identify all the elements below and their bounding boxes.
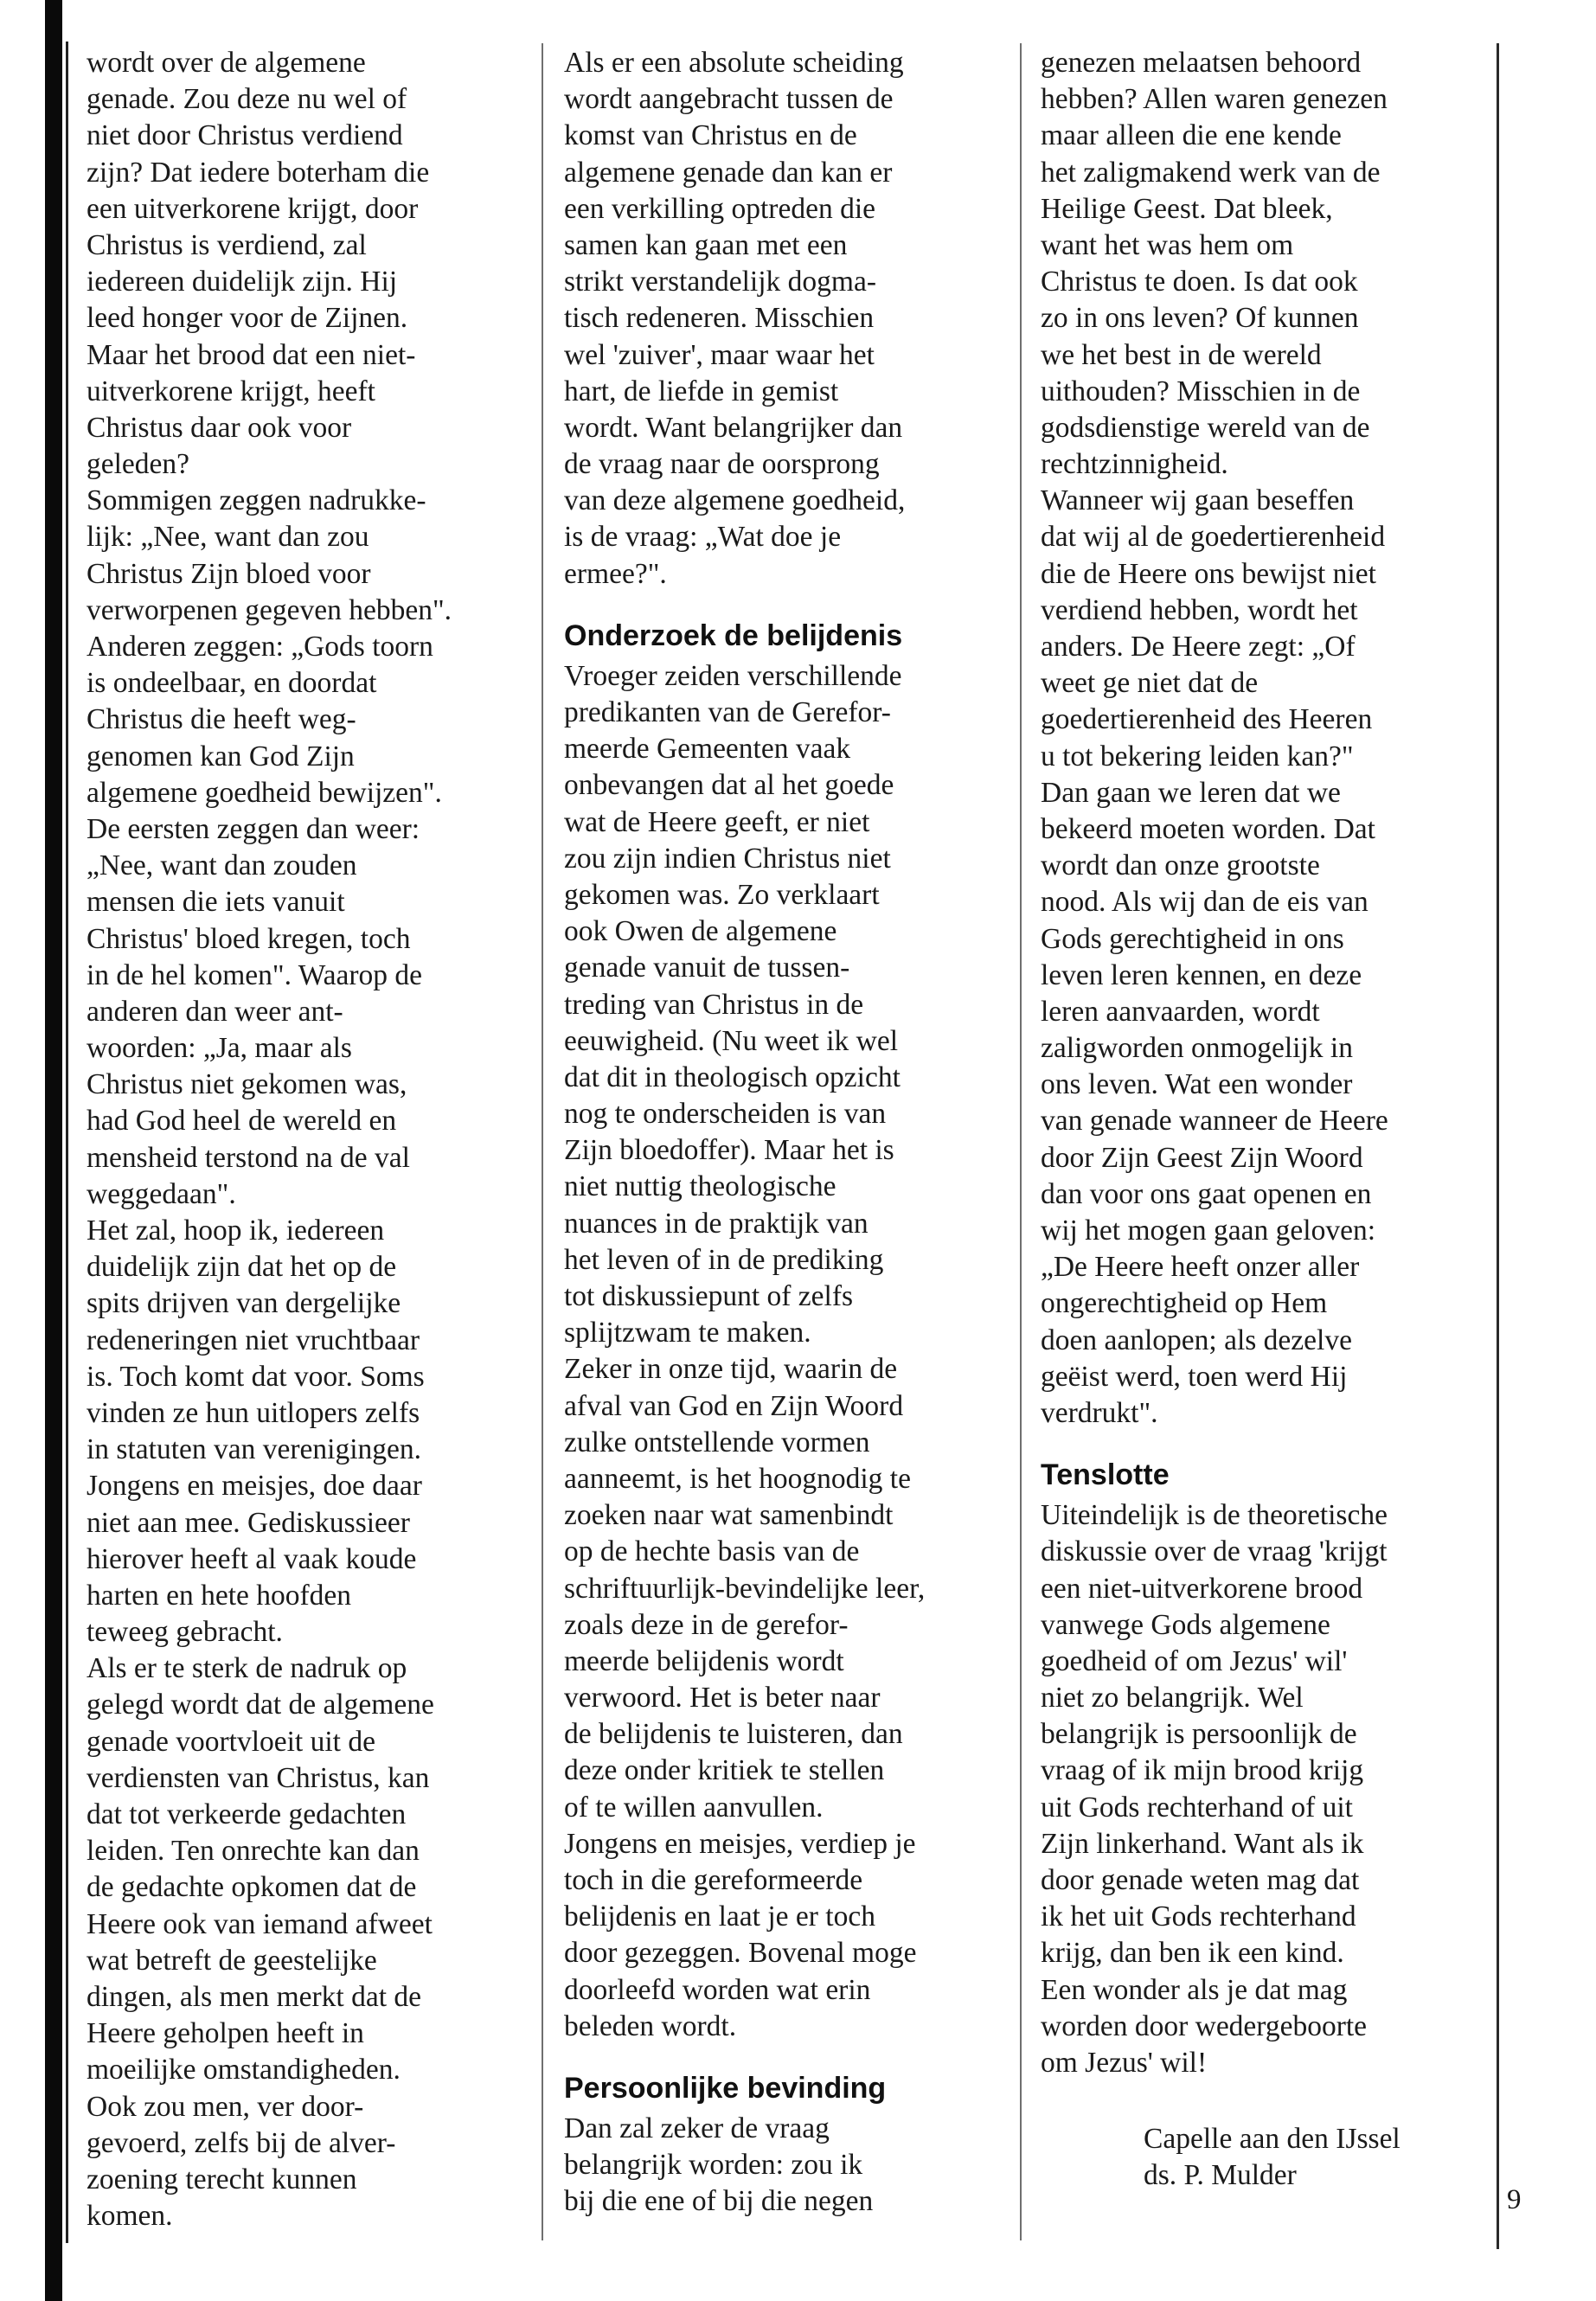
- text-line: uitverkorene krijgt, heeft: [87, 375, 375, 407]
- text-line: „Nee, want dan zouden: [87, 849, 357, 882]
- text-line: Heere ook van iemand afweet: [87, 1907, 433, 1940]
- text-line: anders. De Heere zegt: „Of: [1041, 631, 1356, 663]
- text-line: treding van Christus in de: [564, 988, 864, 1021]
- text-line: de gedachte opkomen dat de: [87, 1871, 417, 1904]
- article-column-2: [564, 45, 1005, 2221]
- text-line: genade. Zou deze nu wel of: [87, 83, 407, 116]
- text-line: tot diskussiepunt of zelfs: [564, 1280, 854, 1312]
- text-line: Wanneer wij gaan beseffen: [1041, 484, 1355, 517]
- section-heading: Onderzoek de belijdenis: [564, 619, 903, 652]
- text-line: worden door wedergeboorte: [1041, 2009, 1368, 2042]
- text-line: predikanten van de Gerefor-: [564, 696, 891, 728]
- article-column-3: [1041, 45, 1482, 2081]
- column-divider-2: [1020, 43, 1022, 2240]
- text-line: duidelijk zijn dat het op de: [87, 1251, 397, 1284]
- text-line: Jongens en meisjes, doe daar: [87, 1470, 422, 1503]
- text-line: hart, de liefde in gemist: [564, 375, 839, 407]
- text-line: uithouden? Misschien in de: [1041, 375, 1361, 407]
- text-line: lijk: „Nee, want dan zou: [87, 521, 369, 554]
- text-line: zulke ontstellende vormen: [564, 1426, 870, 1458]
- text-line: geëist werd, toen werd Hij: [1041, 1360, 1348, 1393]
- text-line: Ook zou men, ver door-: [87, 2090, 364, 2123]
- text-line: Heere geholpen heeft in: [87, 2017, 364, 2050]
- text-line: bij die ene of bij die negen: [564, 2185, 874, 2218]
- text-line: ik het uit Gods rechterhand: [1041, 1900, 1356, 1933]
- text-line: Zijn linkerhand. Want als ik: [1041, 1827, 1364, 1860]
- text-line: dat dit in theologisch opzicht: [564, 1061, 901, 1093]
- text-line: doen aanlopen; als dezelve: [1041, 1324, 1352, 1356]
- text-line: De eersten zeggen dan weer:: [87, 812, 420, 845]
- text-line: beleden wordt.: [564, 2009, 737, 2042]
- text-line: wat de Heere geeft, er niet: [564, 805, 870, 838]
- text-line: Dan gaan we leren dat we: [1041, 776, 1341, 809]
- text-line: Zijn bloedoffer). Maar het is: [564, 1134, 894, 1167]
- text-line: in statuten van verenigingen.: [87, 1433, 422, 1466]
- text-line: redeneringen niet vruchtbaar: [87, 1324, 420, 1356]
- text-line: het zaligmakend werk van de: [1041, 156, 1381, 189]
- text-line: gekomen was. Zo verklaart: [564, 878, 880, 911]
- text-line: Christus daar ook voor: [87, 411, 352, 444]
- text-line: u tot bekering leiden kan?": [1041, 740, 1354, 772]
- text-line: is. Toch komt dat voor. Soms: [87, 1360, 425, 1393]
- text-line: maar alleen die ene kende: [1041, 119, 1342, 152]
- text-line: wel 'zuiver', maar waar het: [564, 338, 875, 371]
- text-line: weet ge niet dat de: [1041, 667, 1259, 700]
- text-line: woorden: „Ja, maar als: [87, 1032, 352, 1065]
- text-line: belangrijk is persoonlijk de: [1041, 1718, 1357, 1751]
- text-line: zou zijn indien Christus niet: [564, 842, 891, 875]
- text-line: nood. Als wij dan de eis van: [1041, 886, 1368, 919]
- text-line: vinden ze hun uitlopers zelfs: [87, 1396, 420, 1429]
- text-line: dan voor ons gaat openen en: [1041, 1177, 1372, 1210]
- text-line: Jongens en meisjes, verdiep je: [564, 1827, 916, 1860]
- text-line: samen kan gaan met een: [564, 228, 848, 261]
- text-line: verdiensten van Christus, kan: [87, 1761, 430, 1794]
- text-line: aanneemt, is het hoognodig te: [564, 1462, 911, 1495]
- text-line: Heilige Geest. Dat bleek,: [1041, 192, 1333, 225]
- text-line: Christus die heeft weg-: [87, 703, 356, 736]
- signature-place: Capelle aan den IJssel: [1144, 2123, 1401, 2155]
- text-line: in de hel komen". Waarop de: [87, 958, 423, 991]
- text-line: splijtzwam te maken.: [564, 1317, 811, 1349]
- column-divider-1: [542, 43, 543, 2240]
- text-line: belijdenis en laat je er toch: [564, 1900, 875, 1933]
- text-line: door gezeggen. Bovenal moge: [564, 1937, 917, 1970]
- text-line: om Jezus' wil!: [1041, 2046, 1208, 2079]
- text-line: verworpenen gegeven hebben".: [87, 593, 452, 626]
- text-line: vraag of ik mijn brood krijg: [1041, 1754, 1364, 1787]
- text-line: wat betreft de geestelijke: [87, 1944, 377, 1977]
- text-line: schriftuurlijk-bevindelijke leer,: [564, 1572, 926, 1605]
- text-line: mensen die iets vanuit: [87, 886, 345, 919]
- text-line: door genade weten mag dat: [1041, 1864, 1360, 1896]
- signature-author: ds. P. Mulder: [1144, 2159, 1297, 2191]
- text-line: dat wij al de goedertierenheid: [1041, 521, 1386, 554]
- text-line: leiden. Ten onrechte kan dan: [87, 1835, 420, 1868]
- text-line: nuances in de praktijk van: [564, 1207, 869, 1240]
- text-line: verdiend hebben, wordt het: [1041, 593, 1358, 626]
- text-line: bekeerd moeten worden. Dat: [1041, 812, 1375, 845]
- text-line: ongerechtigheid op Hem: [1041, 1287, 1328, 1320]
- text-line: belangrijk worden: zou ik: [564, 2149, 863, 2182]
- text-line: ons leven. Wat een wonder: [1041, 1068, 1353, 1101]
- text-line: Het zal, hoop ik, iedereen: [87, 1215, 385, 1247]
- text-line: strikt verstandelijk dogma-: [564, 266, 876, 298]
- text-line: zoeken naar wat samenbindt: [564, 1499, 894, 1532]
- text-line: is ondeelbaar, en doordat: [87, 667, 377, 700]
- left-margin-rule: [66, 42, 68, 2243]
- text-line: of te willen aanvullen.: [564, 1791, 824, 1823]
- text-line: iedereen duidelijk zijn. Hij: [87, 266, 398, 298]
- text-line: niet aan mee. Gediskussieer: [87, 1506, 410, 1539]
- text-line: krijg, dan ben ik een kind.: [1041, 1937, 1344, 1970]
- section-heading: Tenslotte: [1041, 1458, 1170, 1492]
- text-line: leren aanvaarden, wordt: [1041, 995, 1320, 1028]
- text-line: harten en hete hoofden: [87, 1579, 352, 1612]
- text-line: genezen melaatsen behoord: [1041, 47, 1362, 79]
- text-line: eeuwigheid. (Nu weet ik wel: [564, 1024, 899, 1057]
- text-line: rechtzinnigheid.: [1041, 448, 1228, 481]
- text-line: wordt over de algemene: [87, 47, 366, 79]
- text-line: Als er een absolute scheiding: [564, 47, 904, 79]
- text-line: doorleefd worden wat erin: [564, 1973, 871, 2006]
- text-line: genade vanuit de tussen-: [564, 952, 850, 984]
- text-line: Christus niet gekomen was,: [87, 1068, 407, 1101]
- text-line: goedertierenheid des Heeren: [1041, 703, 1373, 736]
- text-line: godsdienstige wereld van de: [1041, 411, 1370, 444]
- section-spacer: [564, 593, 1005, 612]
- text-line: niet zo belangrijk. Wel: [1041, 1682, 1304, 1715]
- text-line: Dan zal zeker de vraag: [564, 2112, 830, 2144]
- section-spacer: [1041, 1432, 1482, 1451]
- text-line: wordt dan onze grootste: [1041, 849, 1320, 882]
- text-line: onbevangen dat al het goede: [564, 769, 894, 802]
- text-line: komen.: [87, 2200, 173, 2233]
- text-line: een verkilling optreden die: [564, 192, 875, 225]
- text-line: dat tot verkeerde gedachten: [87, 1798, 407, 1830]
- text-line: Christus te doen. Is dat ook: [1041, 266, 1358, 298]
- text-line: diskussie over de vraag 'krijgt: [1041, 1535, 1388, 1568]
- text-line: zoals deze in de gerefor-: [564, 1608, 849, 1641]
- text-line: dingen, als men merkt dat de: [87, 1980, 422, 2013]
- text-line: Zeker in onze tijd, waarin de: [564, 1353, 898, 1386]
- article-column-1: [87, 45, 528, 2234]
- text-line: wij het mogen gaan geloven:: [1041, 1215, 1376, 1247]
- text-line: Anderen zeggen: „Gods toorn: [87, 631, 433, 663]
- text-line: hebben? Allen waren genezen: [1041, 83, 1388, 116]
- text-line: niet door Christus verdiend: [87, 119, 403, 152]
- text-line: Christus is verdiend, zal: [87, 228, 367, 261]
- text-line: Sommigen zeggen nadrukke-: [87, 484, 426, 517]
- text-line: mensheid terstond na de val: [87, 1141, 410, 1174]
- text-line: deze onder kritiek te stellen: [564, 1754, 885, 1787]
- text-line: is de vraag: „Wat doe je: [564, 521, 842, 554]
- text-line: teweeg gebracht.: [87, 1616, 283, 1649]
- text-line: algemene genade dan kan er: [564, 156, 893, 189]
- text-line: een niet-uitverkorene brood: [1041, 1572, 1363, 1605]
- text-line: Als er te sterk de nadruk op: [87, 1652, 407, 1685]
- text-line: meerde Gemeenten vaak: [564, 733, 851, 766]
- text-line: geleden?: [87, 448, 190, 481]
- text-line: vanwege Gods algemene: [1041, 1608, 1330, 1641]
- text-line: algemene goedheid bewijzen".: [87, 776, 442, 809]
- text-line: Christus Zijn bloed voor: [87, 557, 371, 590]
- text-line: het leven of in de prediking: [564, 1243, 884, 1276]
- text-line: gevoerd, zelfs bij de alver-: [87, 2126, 396, 2159]
- text-line: zaligworden onmogelijk in: [1041, 1032, 1353, 1065]
- page-number: 9: [1507, 2184, 1522, 2215]
- text-line: van deze algemene goedheid,: [564, 484, 906, 517]
- signature-block: [1144, 2121, 1401, 2194]
- text-line: Uiteindelijk is de theoretische: [1041, 1499, 1388, 1532]
- text-line: Een wonder als je dat mag: [1041, 1973, 1348, 2006]
- text-line: zijn? Dat iedere boterham die: [87, 156, 430, 189]
- text-line: Christus' bloed kregen, toch: [87, 922, 411, 955]
- text-line: een uitverkorene krijgt, door: [87, 192, 419, 225]
- text-line: leven leren kennen, en deze: [1041, 958, 1362, 991]
- text-line: de vraag naar de oorsprong: [564, 448, 880, 481]
- text-line: want het was hem om: [1041, 228, 1294, 261]
- text-line: zoening terecht kunnen: [87, 2163, 357, 2195]
- text-line: afval van God en Zijn Woord: [564, 1389, 904, 1422]
- text-line: de belijdenis te luisteren, dan: [564, 1718, 903, 1751]
- text-line: ermee?".: [564, 557, 667, 590]
- text-line: nog te onderscheiden is van: [564, 1098, 887, 1131]
- section-heading: Persoonlijke bevinding: [564, 2071, 887, 2105]
- text-line: ook Owen de algemene: [564, 915, 837, 948]
- text-line: toch in die gereformeerde: [564, 1864, 863, 1896]
- text-line: wordt aangebracht tussen de: [564, 83, 894, 116]
- text-line: tisch redeneren. Misschien: [564, 302, 875, 335]
- text-line: genomen kan God Zijn: [87, 740, 355, 772]
- text-line: verwoord. Het is beter naar: [564, 1682, 881, 1715]
- text-line: „De Heere heeft onzer aller: [1041, 1251, 1360, 1284]
- text-line: anderen dan weer ant-: [87, 995, 343, 1028]
- text-line: hierover heeft al vaak koude: [87, 1542, 417, 1575]
- text-line: Vroeger zeiden verschillende: [564, 659, 902, 692]
- text-line: weggedaan".: [87, 1177, 236, 1210]
- section-spacer: [564, 2045, 1005, 2064]
- page-edge-black-bar: [45, 0, 62, 2301]
- text-line: verdrukt".: [1041, 1396, 1158, 1429]
- text-line: gelegd wordt dat de algemene: [87, 1689, 434, 1721]
- text-line: wordt. Want belangrijker dan: [564, 411, 903, 444]
- text-line: die de Heere ons bewijst niet: [1041, 557, 1376, 590]
- text-line: van genade wanneer de Heere: [1041, 1105, 1388, 1138]
- text-line: had God heel de wereld en: [87, 1105, 397, 1138]
- text-line: goedheid of om Jezus' wil': [1041, 1644, 1348, 1677]
- text-line: zo in ons leven? Of kunnen: [1041, 302, 1359, 335]
- text-line: komst van Christus en de: [564, 119, 857, 152]
- text-line: niet nuttig theologische: [564, 1170, 836, 1203]
- text-line: leed honger voor de Zijnen.: [87, 302, 408, 335]
- right-margin-rule: [1497, 43, 1499, 2249]
- text-line: Gods gerechtigheid in ons: [1041, 922, 1344, 955]
- text-line: meerde belijdenis wordt: [564, 1644, 844, 1677]
- text-line: op de hechte basis van de: [564, 1535, 860, 1568]
- text-line: moeilijke omstandigheden.: [87, 2054, 401, 2086]
- text-line: we het best in de wereld: [1041, 338, 1322, 371]
- text-line: spits drijven van dergelijke: [87, 1287, 401, 1320]
- text-line: genade voortvloeit uit de: [87, 1725, 375, 1758]
- text-line: door Zijn Geest Zijn Woord: [1041, 1141, 1363, 1174]
- text-line: Maar het brood dat een niet-: [87, 338, 416, 371]
- text-line: uit Gods rechterhand of uit: [1041, 1791, 1353, 1823]
